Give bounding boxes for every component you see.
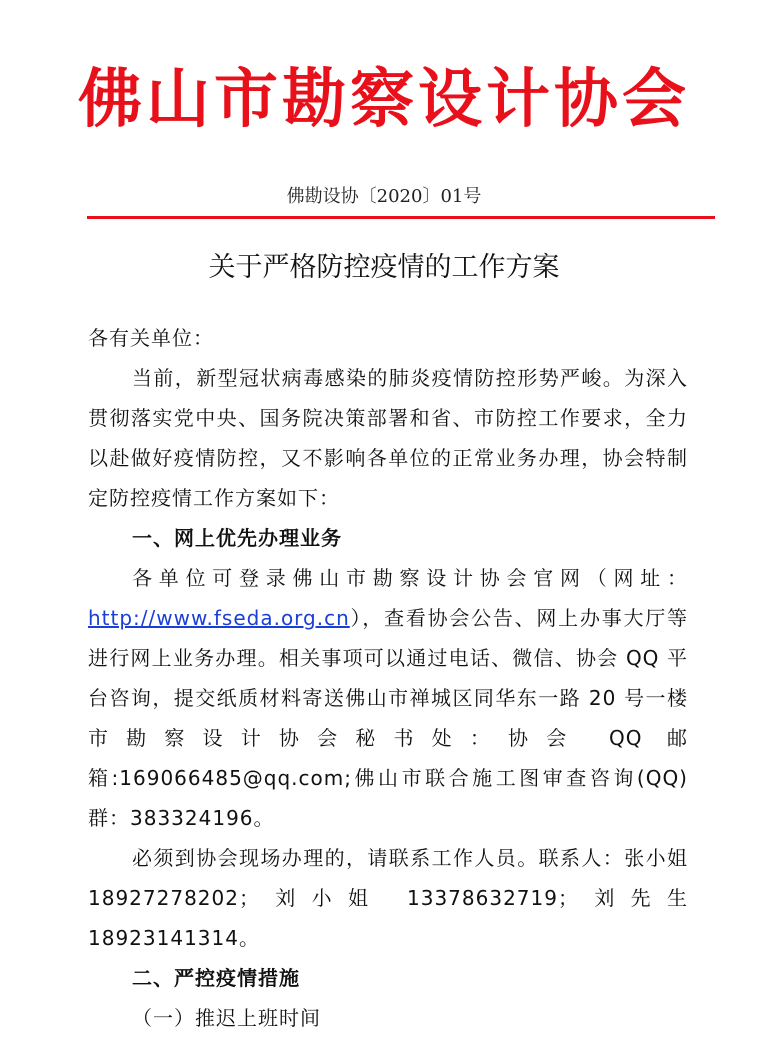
salutation: 各有关单位： [88, 326, 214, 350]
paragraph-contacts: 必须到协会现场办理的，请联系工作人员。联系人：张小姐 18927278202；刘小姐 13378632719；刘先生 18923141314。 [88, 846, 688, 950]
website-link[interactable]: http://www.fseda.org.cn [88, 606, 350, 630]
paragraph-intro: 当前，新型冠状病毒感染的肺炎疫情防控形势严峻。为深入贯彻落实党中央、国务院决策部署和省、市防控工作要求，全力以赴做好疫情防控，又不影响各单位的正常业务办理，协会特制定防控疫情工作方案如下： [88, 366, 688, 510]
document-number: 佛勘设协〔2020〕01号 [286, 186, 482, 207]
section-heading-online-services: 一、网上优先办理业务 [132, 526, 342, 550]
paragraph-online-services [88, 558, 688, 838]
organization-header: 佛山市勘察设计协会 [78, 63, 690, 137]
paragraph-text-after-link: ），查看协会公告、网上办事大厅等进行网上业务办理。相关事项可以通过电话、微信、协会 QQ 平台咨询，提交纸质材料寄送佛山市禅城区同华东一路 20 号一楼市勘察设计协会秘书处：协会 QQ 邮箱:169066485@qq.com;佛山市联合施工图审查咨询(QQ)群：383324196。 [88, 606, 688, 830]
subsection-heading-delay-work: （一）推迟上班时间 [132, 1006, 321, 1030]
document-body [88, 318, 688, 1038]
paragraph-text-before-link: 各单位可登录佛山市勘察设计协会官网（网址： [132, 566, 688, 590]
red-divider-line [87, 216, 715, 219]
document-title: 关于严格防控疫情的工作方案 [208, 252, 560, 283]
section-heading-control-measures: 二、严控疫情措施 [132, 966, 300, 990]
